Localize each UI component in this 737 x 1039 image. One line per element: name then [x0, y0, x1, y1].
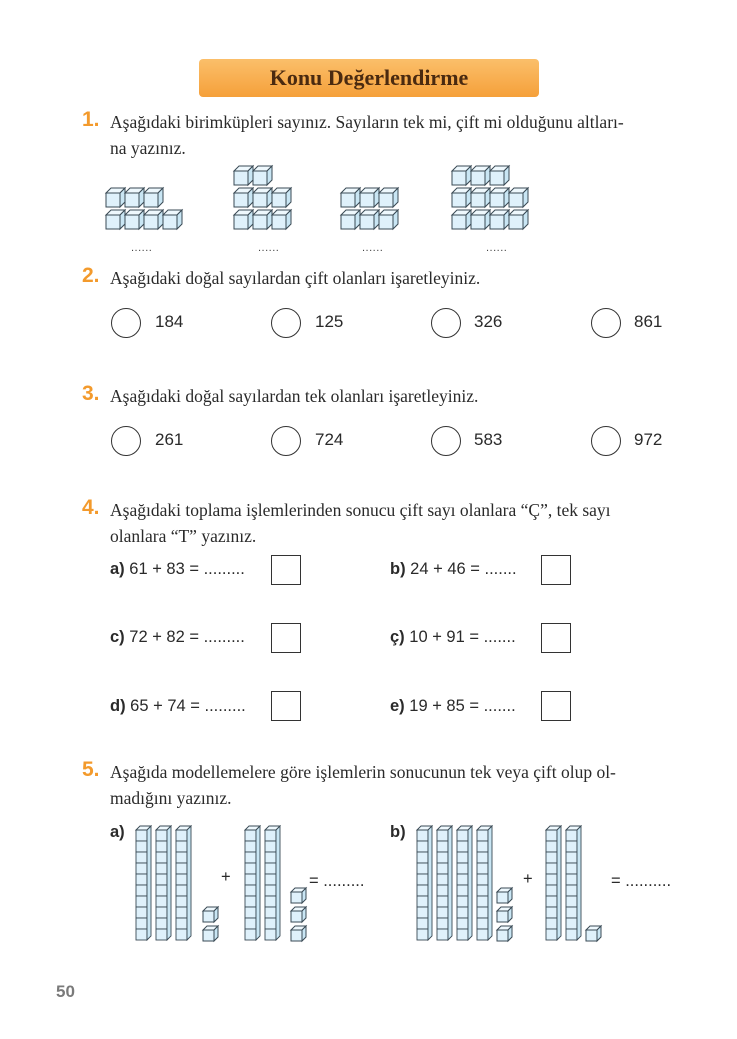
q5a-right-unit-3: [291, 888, 306, 903]
q5-plus-a: +: [221, 868, 231, 886]
q5b-left-unit-3: [497, 888, 512, 903]
q1-blank-2[interactable]: ......: [258, 242, 280, 254]
q5-label-b-text: b): [390, 823, 406, 841]
q5-equals-b[interactable]: = ..........: [611, 872, 672, 890]
question-5-text-line1: Aşağıda modellemelere göre işlemlerin sonucunun tek veya çift olup ol-: [110, 762, 616, 782]
q4-item-a-label: a): [110, 560, 125, 578]
question-1-number: 1.: [82, 108, 100, 131]
q4-item-e-label: e): [390, 697, 405, 715]
q1-blank-3[interactable]: ......: [362, 242, 384, 254]
q5-label-a-text: a): [110, 823, 125, 841]
q5a-right-unit-2: [291, 907, 306, 922]
question-5-number: 5.: [82, 758, 100, 781]
q4-item-b-label: b): [390, 560, 406, 578]
q2-option-3: 326: [474, 312, 503, 331]
q2-option-4: 861: [634, 312, 663, 331]
q5b-left-ten-rod-2: [437, 826, 452, 940]
q5a-right-unit-1: [291, 926, 306, 941]
q3-option-1: 261: [155, 430, 184, 449]
q5a-left-unit-1: [203, 926, 218, 941]
q5b-left-ten-rod-4: [477, 826, 492, 940]
q3-option-4: 972: [634, 430, 663, 449]
q5b-right-ten-rod-1: [546, 826, 561, 940]
question-1-text-line2: na yazınız.: [110, 138, 186, 158]
q5a-left-unit-2: [203, 907, 218, 922]
page-number: 50: [56, 982, 75, 1001]
q5b-left-ten-rod-1: [417, 826, 432, 940]
question-2-number: 2.: [82, 264, 100, 287]
q4-item-d-label: d): [110, 697, 126, 715]
q5b-left-unit-1: [497, 926, 512, 941]
q3-option-2: 724: [315, 430, 344, 449]
q5a-left-ten-rod-3: [176, 826, 191, 940]
q3-option-3: 583: [474, 430, 503, 449]
question-4-text-line1: Aşağıdaki toplama işlemlerinden sonucu çift sayı olanlara “Ç”, tek sayı: [110, 500, 611, 520]
question-3-text: Aşağıdaki doğal sayılardan tek olanları işaretleyiniz.: [110, 386, 479, 406]
q1-blank-1[interactable]: ......: [131, 242, 153, 254]
q5b-left-unit-2: [497, 907, 512, 922]
q4-item-d-expr: 65 + 74 = .........: [130, 697, 246, 715]
q5a-right-ten-rod-2: [265, 826, 280, 940]
question-4-number: 4.: [82, 496, 100, 519]
q4-item-b-expr: 24 + 46 = .......: [410, 560, 517, 578]
q5b-left-ten-rod-3: [457, 826, 472, 940]
q5a-left-ten-rod-2: [156, 826, 171, 940]
q5a-right-ten-rod-1: [245, 826, 260, 940]
q5a-left-ten-rod-1: [136, 826, 151, 940]
q5-equals-a[interactable]: = .........: [309, 872, 365, 890]
q5-plus-b: +: [523, 870, 533, 888]
q1-blank-4[interactable]: ......: [486, 242, 508, 254]
q5b-right-unit-1: [586, 926, 601, 941]
q4-item-cc-expr: 10 + 91 = .......: [409, 628, 516, 646]
question-3-number: 3.: [82, 382, 100, 405]
q4-item-cc-label: ç): [390, 628, 405, 646]
question-4-text-line2: olanlara “T” yazınız.: [110, 526, 257, 546]
q4-item-e-expr: 19 + 85 = .......: [409, 697, 516, 715]
page-title: Konu Değerlendirme: [269, 65, 469, 90]
question-2-text: Aşağıdaki doğal sayılardan çift olanları işaretleyiniz.: [110, 268, 481, 288]
question-1-text-line1: Aşağıdaki birimküpleri sayınız. Sayıların tek mi, çift mi olduğunu altları-: [110, 112, 624, 132]
question-5-text-line2: madığını yazınız.: [110, 788, 232, 808]
q2-option-1: 184: [155, 312, 184, 331]
q5b-right-ten-rod-2: [566, 826, 581, 940]
q2-option-2: 125: [315, 312, 344, 331]
q4-item-c-label: c): [110, 628, 125, 646]
q4-item-a-expr: 61 + 83 = .........: [129, 560, 245, 578]
q4-item-c-expr: 72 + 82 = .........: [129, 628, 245, 646]
